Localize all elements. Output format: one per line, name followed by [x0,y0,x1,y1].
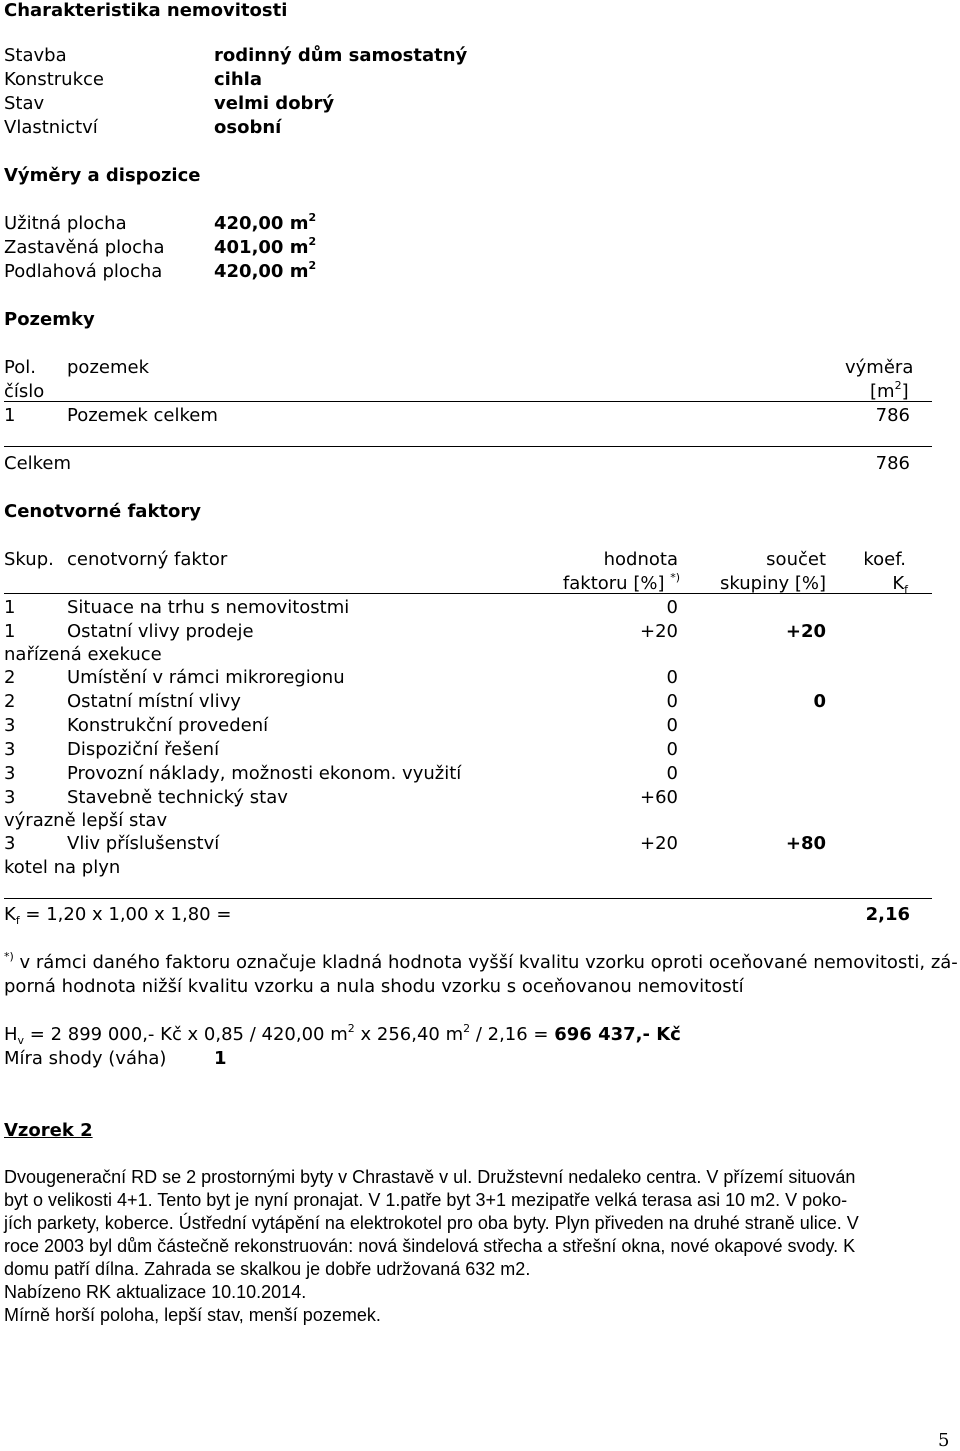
factor-row-group: 3 [4,787,16,808]
land-col-pol: Pol. [4,357,36,378]
page-number: 5 [938,1430,950,1451]
factor-row-name: Situace na trhu s nemovitostmi [67,597,350,618]
factor-col-koef: koef. [863,549,906,570]
factor-row-note: nařízená exekuce [4,644,162,665]
factor-col-value: hodnota [603,549,678,570]
char-label: Vlastnictví [4,117,98,138]
area-value: 420,00 $m^2$ [214,259,317,282]
factor-row-group: 2 [4,691,16,712]
factor-row-group: 3 [4,833,16,854]
factor-row-name: Provozní náklady, možnosti ekonom. využití [67,763,462,784]
factor-row-name: Ostatní místní vlivy [67,691,241,712]
factor-row-group: 1 [4,597,16,618]
factor-row-note: výrazně lepší stav [4,810,168,831]
land-col-area-unit: $[m^2]$ [870,379,909,402]
factor-col-sum-2: skupiny [%] [719,573,826,594]
factor-col-value-2: faktoru [%] *) [562,571,680,594]
factor-row-value: +60 [640,787,678,808]
footnote-line-1: *) v rámci daného faktoru označuje kladná hodnota vyšší kvalitu vzorku oproti oceňované nemovitosti, zá- [4,950,958,973]
factor-row-value: +20 [640,833,678,854]
section-heading-land: Pozemky [4,309,95,330]
land-row-no: 1 [4,405,16,426]
factor-row-name: Vliv příslušenství [67,833,220,854]
factor-row-group: 2 [4,667,16,688]
char-label: Stavba [4,45,67,66]
table-rule [4,593,932,594]
area-label: Užitná plocha [4,213,127,234]
table-rule [4,401,932,402]
factor-row-value: 0 [666,763,678,784]
area-value: 420,00 $m^2$ [214,211,317,234]
area-label: Podlahová plocha [4,261,163,282]
factor-row-value: +20 [640,621,678,642]
section-heading-characteristics: Charakteristika nemovitosti [4,0,288,21]
sample-heading: Vzorek 2 [4,1120,93,1141]
footnote-line-2: porná hodnota nižší kvalitu vzorku a nula shodu vzorku s oceňovanou nemovitostí [4,976,744,997]
sample-line: roce 2003 byl dům částečně rekonstruován: nová šindelová střecha a střešní okna, nové okapové svody. K [4,1236,856,1256]
factor-col-sum: součet [766,549,826,570]
factor-row-name: Ostatní vlivy prodeje [67,621,254,642]
table-rule [4,446,932,447]
factor-row-value: 0 [666,691,678,712]
weight-value: 1 [214,1048,227,1069]
table-rule [4,898,932,899]
valuation-formula: $H_v = 2$ 899 000,- Kč x 0,85 / 420,00 $m^2$ x 256,40 $m^2 / 2,16 = 696$ 437,- Kč [4,1022,681,1047]
factor-row-value: 0 [666,715,678,736]
char-label: Konstrukce [4,69,104,90]
section-heading-factors: Cenotvorné faktory [4,501,201,522]
factor-col-name: cenotvorný faktor [67,549,228,570]
land-col-name: pozemek [67,357,149,378]
sample-line: jích parkety, koberce. Ústřední vytápění na elektrokotel pro oba byty. Plyn přiveden na druhé straně ulice. V [4,1213,859,1233]
char-value: osobní [214,117,282,138]
land-total-value: 786 [875,453,910,474]
factor-row-name: Dispoziční řešení [67,739,220,760]
factor-row-name: Umístění v rámci mikroregionu [67,667,345,688]
factor-row-group: 3 [4,715,16,736]
factor-col-koef-2: $K_f$ [892,573,908,596]
char-value: velmi dobrý [214,93,335,114]
kf-result: 2,16 [865,904,910,925]
land-total-label: Celkem [4,453,72,474]
char-label: Stav [4,93,45,114]
land-row-name: Pozemek celkem [67,405,218,426]
char-value: cihla [214,69,262,90]
sample-line: Nabízeno RK aktualizace 10.10.2014. [4,1282,307,1302]
land-col-pol-2: číslo [4,381,45,402]
sample-line: domu patří dílna. Zahrada se skalkou je dobře udržovaná 632 m2. [4,1259,531,1279]
sample-line: byt o velikosti 4+1. Tento byt je nyní pronajat. V 1.patře byt 3+1 mezipatře velká terasa asi 10 m2. V poko- [4,1190,848,1210]
factor-row-value: 0 [666,597,678,618]
factor-row-sum: 0 [813,691,826,712]
kf-formula: $K_f = 1,20$ x 1,00 x 1,80 = [4,904,232,927]
char-value: rodinný dům samostatný [214,45,468,66]
factor-row-sum: +20 [785,621,826,642]
factor-row-sum: +80 [785,833,826,854]
factor-row-group: 3 [4,763,16,784]
weight-label: Míra shody (váha) [4,1048,167,1069]
factor-row-value: 0 [666,739,678,760]
factor-row-note: kotel na plyn [4,857,121,878]
sample-description [4,1166,958,1327]
factor-col-group: Skup. [4,549,54,570]
area-value: 401,00 $m^2$ [214,235,317,258]
factor-row-name: Konstrukční provedení [67,715,269,736]
land-col-area: výměra [845,357,914,378]
section-heading-areas: Výměry a dispozice [4,165,201,186]
land-row-area: 786 [875,405,910,426]
area-label: Zastavěná plocha [4,237,165,258]
sample-line: Dvougenerační RD se 2 prostornými byty v Chrastavě v ul. Družstevní nedaleko centra. V přízemí situován [4,1167,856,1187]
factor-row-group: 3 [4,739,16,760]
factor-row-value: 0 [666,667,678,688]
factor-row-name: Stavebně technický stav [67,787,288,808]
factor-row-group: 1 [4,621,16,642]
sample-line: Mírně horší poloha, lepší stav, menší pozemek. [4,1305,381,1325]
